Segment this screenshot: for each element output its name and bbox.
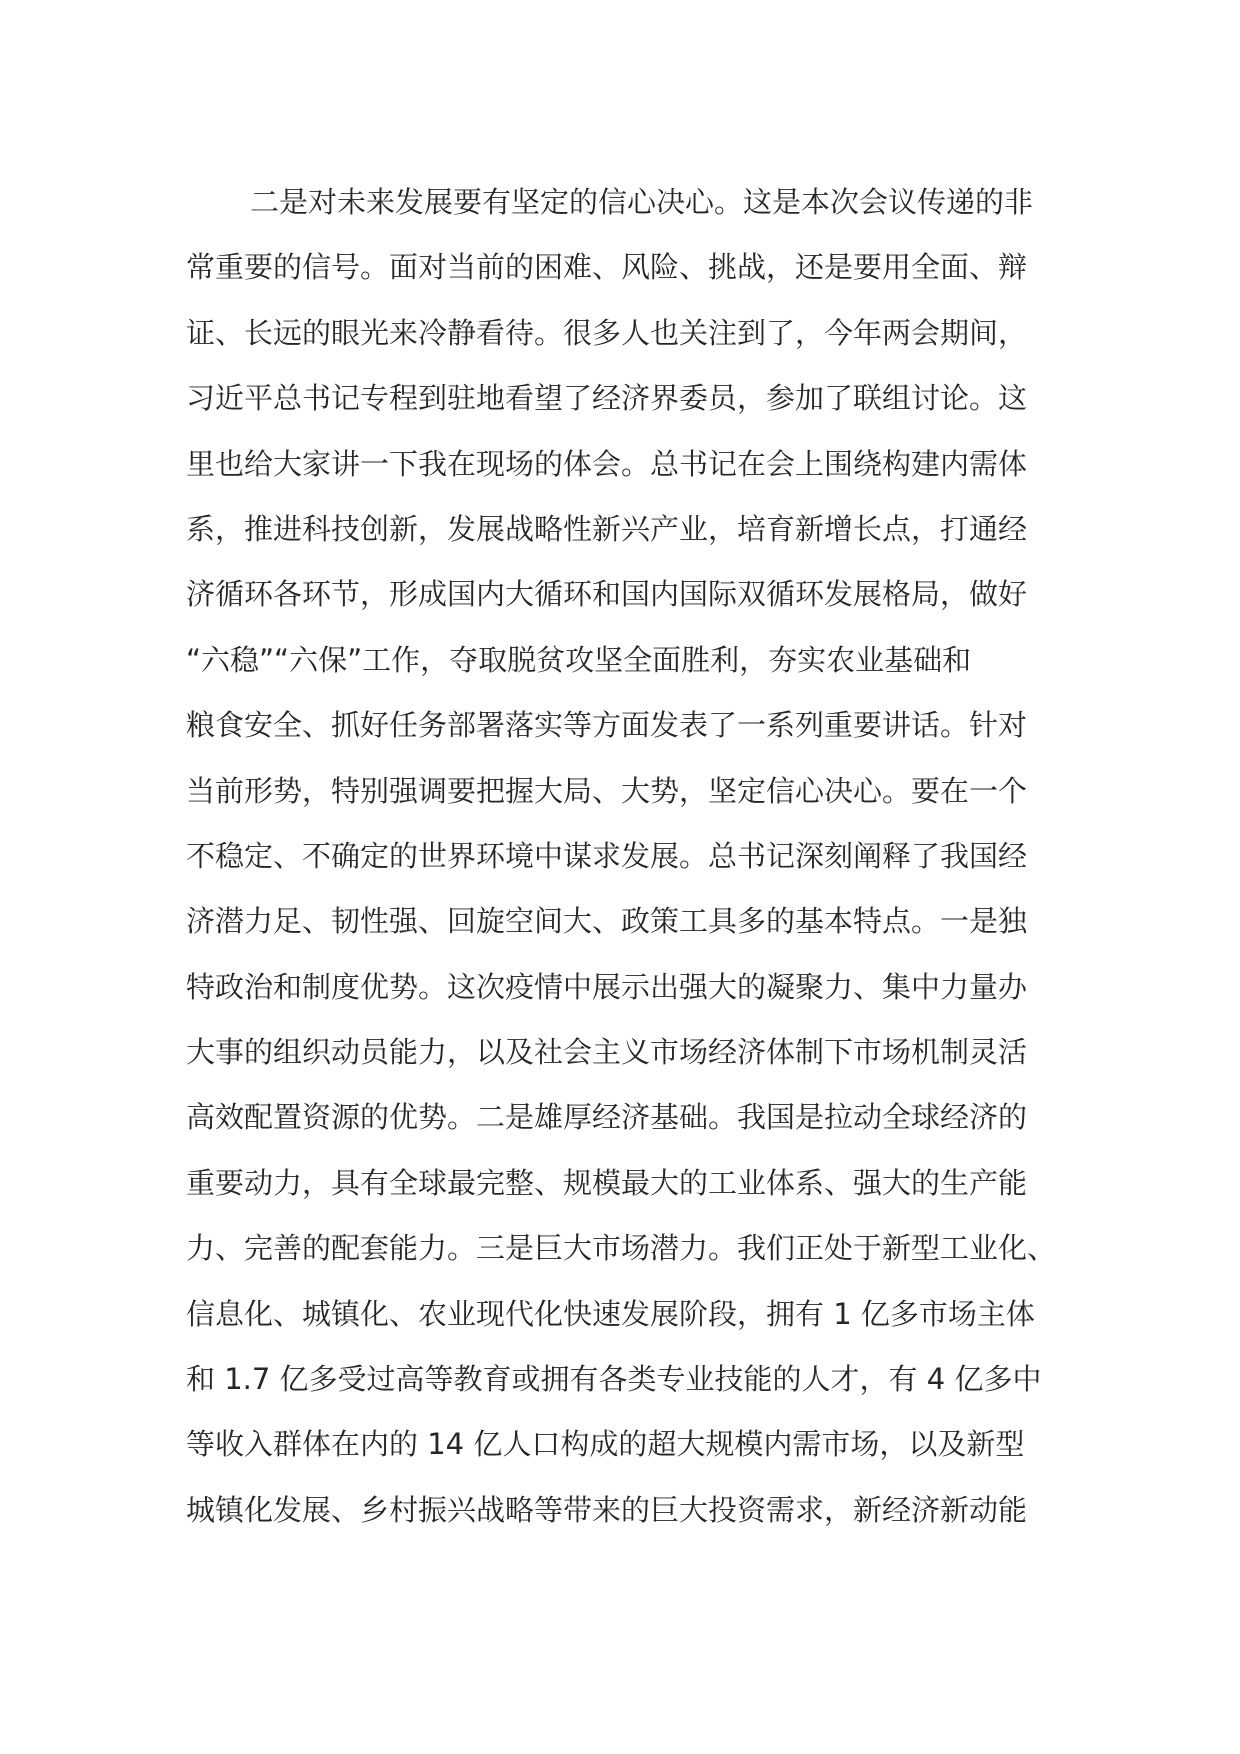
paragraph-line: 不稳定、不确定的世界环境中谋求发展。总书记深刻阐释了我国经 [186, 838, 1028, 873]
paragraph-line: 二是对未来发展要有坚定的信心决心。这是本次会议传递的非 [250, 185, 1034, 219]
paragraph-line: 大事的组织动员能力，以及社会主义市场经济体制下市场机制灵活 [186, 1035, 1028, 1070]
paragraph-line: 等收入群体在内的 14 亿人口构成的超大规模内需市场，以及新型 [186, 1427, 1025, 1462]
paragraph-line: 里也给大家讲一下我在现场的体会。总书记在会上围绕构建内需体 [186, 446, 1028, 481]
paragraph-line: 常重要的信号。面对当前的困难、风险、挑战，还是要用全面、辩 [186, 250, 1028, 285]
paragraph-line: 济循环各环节，形成国内大循环和国内国际双循环发展格局，做好 [186, 577, 1028, 612]
paragraph-line: 信息化、城镇化、农业现代化快速发展阶段，拥有 1 亿多市场主体 [186, 1296, 1035, 1331]
paragraph-line: 力、完善的配套能力。三是巨大市场潜力。我们正处于新型工业化、 [186, 1231, 1057, 1266]
paragraph-line: 济潜力足、韧性强、回旋空间大、政策工具多的基本特点。一是独 [186, 904, 1028, 939]
paragraph-line: 系，推进科技创新，发展战略性新兴产业，培育新增长点，打通经 [186, 511, 1028, 546]
paragraph-line: 城镇化发展、乡村振兴战略等带来的巨大投资需求，新经济新动能 [186, 1492, 1028, 1527]
body-paragraph [186, 170, 1056, 1543]
paragraph-line: 证、长远的眼光来冷静看待。很多人也关注到了，今年两会期间， [186, 315, 1028, 350]
paragraph-line: 当前形势，特别强调要把握大局、大势，坚定信心决心。要在一个 [186, 773, 1028, 808]
paragraph-line: 粮食安全、抓好任务部署落实等方面发表了一系列重要讲话。针对 [186, 708, 1028, 743]
paragraph-line: 特政治和制度优势。这次疫情中展示出强大的凝聚力、集中力量办 [186, 969, 1028, 1004]
paragraph-line: 重要动力，具有全球最完整、规模最大的工业体系、强大的生产能 [186, 1165, 1028, 1200]
paragraph-line: 高效配置资源的优势。二是雄厚经济基础。我国是拉动全球经济的 [186, 1100, 1028, 1135]
paragraph-line: 和 1.7 亿多受过高等教育或拥有各类专业技能的人才，有 4 亿多中 [186, 1362, 1042, 1397]
paragraph-line: “六稳”“六保”工作，夺取脱贫攻坚全面胜利，夯实农业基础和 [186, 642, 972, 677]
paragraph-line: 习近平总书记专程到驻地看望了经济界委员，参加了联组讨论。这 [186, 381, 1028, 416]
